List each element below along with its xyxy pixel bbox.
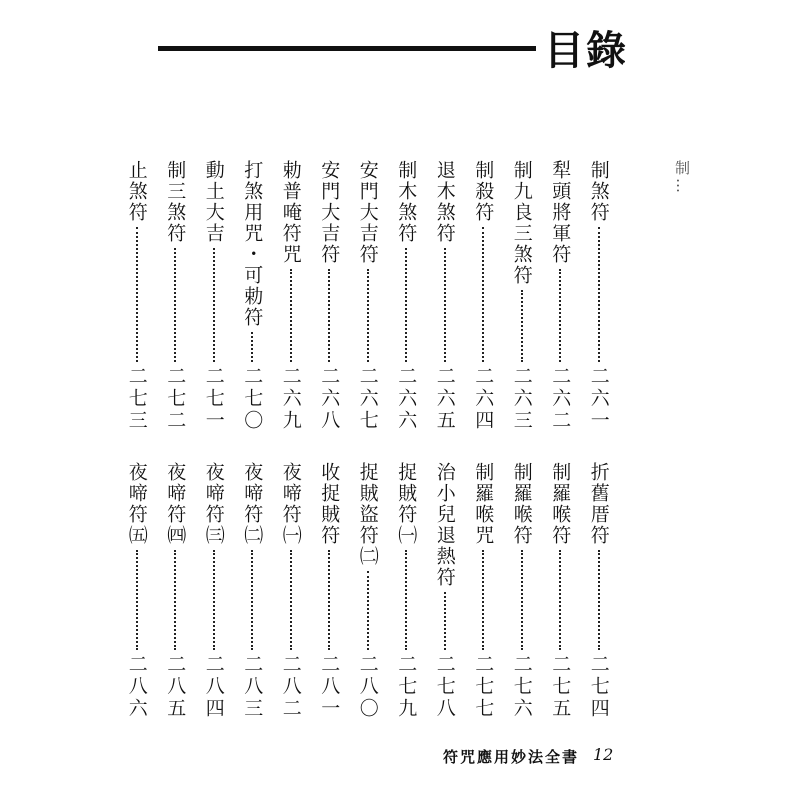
toc-entry-page: 二八三 (241, 654, 264, 720)
toc-leader-dots (213, 550, 215, 650)
toc-entry[interactable] (272, 462, 311, 720)
toc-entry-page: 二六五 (433, 366, 456, 432)
toc-leader-dots (174, 248, 176, 362)
toc-leader-dots (367, 269, 369, 362)
toc-entry-page: 二七一 (202, 366, 225, 432)
toc-entry-title: 制煞符 (587, 160, 610, 223)
toc-column-group-top (118, 160, 619, 432)
toc-leader-dots (174, 550, 176, 650)
toc-leader-dots (598, 550, 600, 650)
toc-entry-page: 二七三 (125, 366, 148, 432)
toc-entry[interactable] (387, 462, 426, 720)
toc-entry[interactable] (195, 160, 234, 432)
toc-entry[interactable] (426, 462, 465, 720)
toc-entry-page: 二七〇 (241, 366, 264, 432)
toc-column-group-bottom (118, 462, 619, 720)
toc-entry-page: 二八六 (125, 654, 148, 720)
toc-leader-dots (559, 269, 561, 362)
toc-entry-title: 制羅喉咒 (472, 462, 495, 546)
bleed-through-text: 制… (673, 160, 691, 196)
toc-leader-dots (251, 550, 253, 650)
toc-entry-page: 二六六 (395, 366, 418, 432)
toc-entry[interactable] (349, 462, 388, 720)
toc-entry[interactable] (118, 462, 157, 720)
toc-leader-dots (136, 227, 138, 362)
toc-entry[interactable] (233, 462, 272, 720)
toc-entry-page: 二七八 (433, 654, 456, 720)
toc-entry-page: 二八一 (318, 654, 341, 720)
toc-entry-page: 二七七 (472, 654, 495, 720)
toc-entry-title: 制羅喉符 (549, 462, 572, 546)
toc-entry-page: 二八二 (279, 654, 302, 720)
toc-entry-page: 二六一 (587, 366, 610, 432)
toc-entry[interactable] (464, 462, 503, 720)
toc-leader-dots (521, 550, 523, 650)
toc-leader-dots (367, 571, 369, 650)
toc-leader-dots (328, 550, 330, 650)
toc-leader-dots (405, 550, 407, 650)
toc-entry[interactable] (272, 160, 311, 432)
toc-entry[interactable] (156, 462, 195, 720)
toc-leader-dots (482, 550, 484, 650)
toc-entry-title: 制三煞符 (164, 160, 187, 244)
toc-leader-dots (251, 332, 253, 362)
toc-entry-title: 制九良三煞符 (510, 160, 533, 286)
toc-entry[interactable] (233, 160, 272, 432)
toc-leader-dots (328, 269, 330, 362)
toc-entry-page: 二六二 (549, 366, 572, 432)
toc-entry[interactable] (464, 160, 503, 432)
toc-entry-page: 二八五 (164, 654, 187, 720)
toc-entry-title: 犁頭將軍符 (549, 160, 572, 265)
toc-leader-dots (598, 227, 600, 362)
toc-entry-title: 夜啼符㈠ (279, 462, 302, 546)
toc-leader-dots (444, 248, 446, 362)
toc-entry-title: 安門大吉符 (356, 160, 379, 265)
toc-entry-page: 二六三 (510, 366, 533, 432)
toc-entry-title: 制木煞符 (395, 160, 418, 244)
toc-entry[interactable] (118, 160, 157, 432)
toc-entry-title: 捉賊符㈠ (395, 462, 418, 546)
toc-entry-title: 夜啼符㈢ (202, 462, 225, 546)
toc-entry-page: 二七九 (395, 654, 418, 720)
toc-entry-page: 二七二 (164, 366, 187, 432)
toc-leader-dots (521, 290, 523, 362)
toc-entry-title: 制羅喉符 (510, 462, 533, 546)
toc-entry[interactable] (503, 462, 542, 720)
toc-entry[interactable] (503, 160, 542, 432)
toc-entry[interactable] (195, 462, 234, 720)
toc-entry-page: 二八〇 (356, 654, 379, 720)
toc-entry-title: 退木煞符 (433, 160, 456, 244)
toc-entry-page: 二六七 (356, 366, 379, 432)
toc-leader-dots (482, 227, 484, 362)
toc-entry[interactable] (580, 462, 619, 720)
toc-entry-title: 制殺符 (472, 160, 495, 223)
toc-leader-dots (136, 550, 138, 650)
toc-entry-title: 勅普唵符咒 (279, 160, 302, 265)
toc-entry-title: 捉賊盜符㈡ (356, 462, 379, 567)
toc-entry[interactable] (541, 462, 580, 720)
toc-entry-page: 二七四 (587, 654, 610, 720)
toc-leader-dots (444, 592, 446, 650)
toc-entry-title: 收捉賊符 (318, 462, 341, 546)
toc-entry-title: 動土大吉 (202, 160, 225, 244)
toc-entry[interactable] (387, 160, 426, 432)
toc-entry-page: 二六四 (472, 366, 495, 432)
toc-leader-dots (559, 550, 561, 650)
toc-leader-dots (290, 269, 292, 362)
toc-entry-title: 安門大吉符 (318, 160, 341, 265)
toc-entry-page: 二八四 (202, 654, 225, 720)
title-rule (158, 46, 536, 51)
toc-entry-title: 治小兒退熱符 (433, 462, 456, 588)
toc-entry-title: 折舊厝符 (587, 462, 610, 546)
toc-entry-title: 止煞符 (125, 160, 148, 223)
toc-entry-page: 二七五 (549, 654, 572, 720)
toc-entry-title: 夜啼符㈤ (125, 462, 148, 546)
toc-leader-dots (290, 550, 292, 650)
toc-entry[interactable] (580, 160, 619, 432)
toc-entry[interactable] (310, 462, 349, 720)
toc-entry-page: 二六八 (318, 366, 341, 432)
toc-entry-title: 打煞用咒・可勅符 (241, 160, 264, 328)
page-number: 12 (593, 745, 614, 764)
toc-leader-dots (405, 248, 407, 362)
toc-entry[interactable] (156, 160, 195, 432)
toc-entry-page: 二六九 (279, 366, 302, 432)
toc-entry-page: 二七六 (510, 654, 533, 720)
toc-entry[interactable] (541, 160, 580, 432)
toc-entry[interactable] (349, 160, 388, 432)
running-footer-book-title: 符咒應用妙法全書 (443, 748, 580, 766)
toc-entry[interactable] (426, 160, 465, 432)
page-title: 目錄 (544, 27, 628, 74)
toc-entry-title: 夜啼符㈡ (241, 462, 264, 546)
toc-entry-title: 夜啼符㈣ (164, 462, 187, 546)
toc-leader-dots (213, 248, 215, 362)
toc-entry[interactable] (310, 160, 349, 432)
